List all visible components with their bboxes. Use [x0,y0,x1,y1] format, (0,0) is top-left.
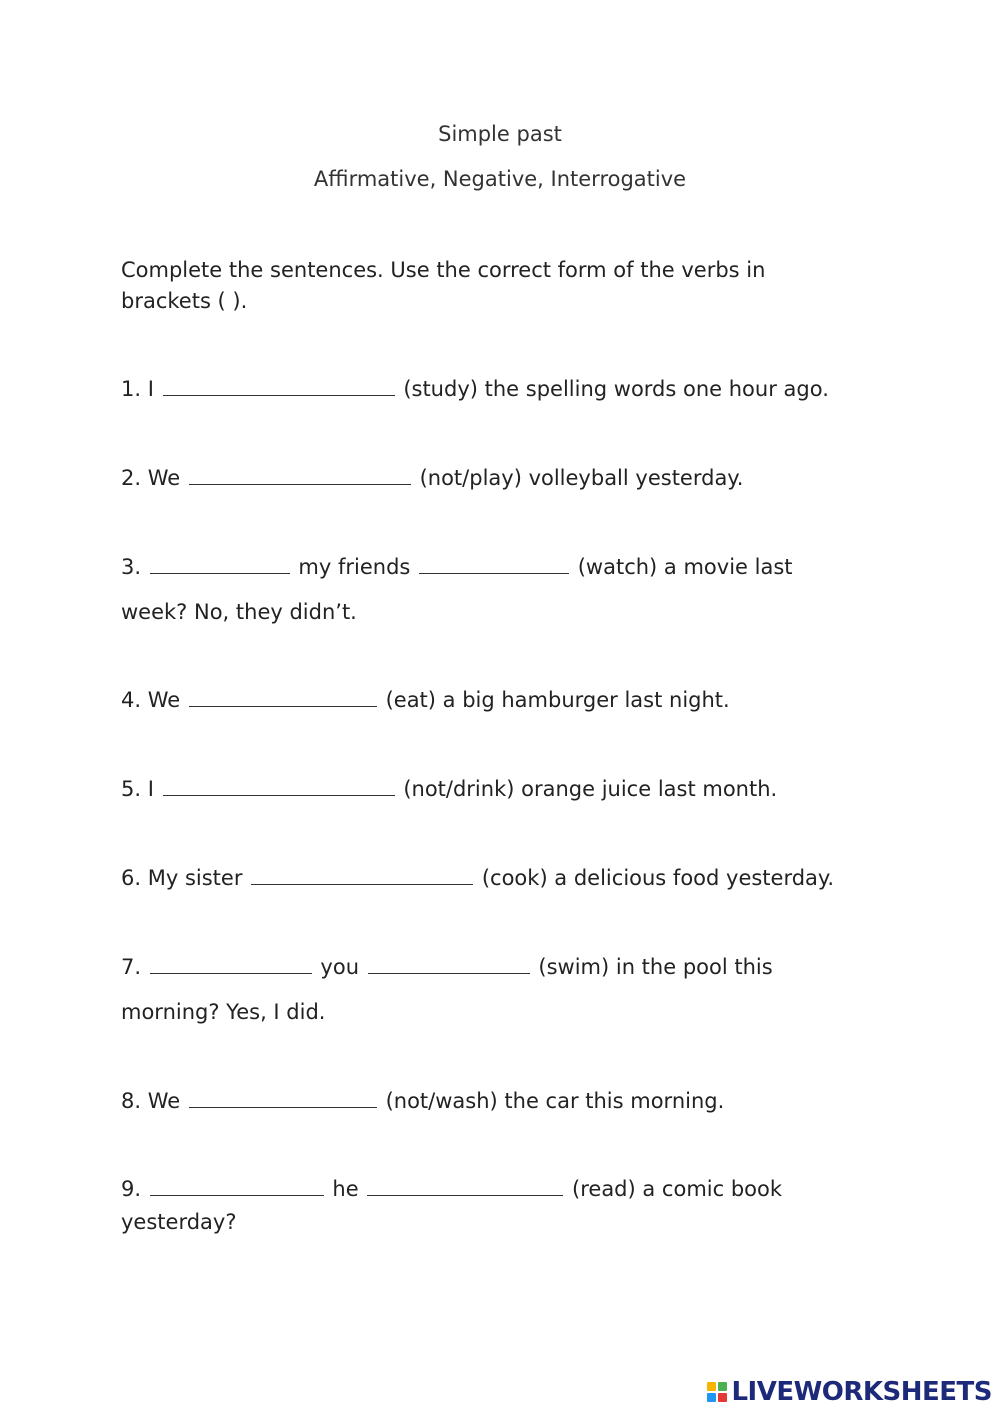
exercise-hint: (swim) in the pool this [538,955,773,979]
exercise-item-7 [121,955,881,1024]
exercise-item-4 [121,688,881,712]
exercise-number: 6. [121,866,142,890]
exercise-continuation: yesterday? [121,1210,237,1234]
logo-grid-icon [707,1382,727,1402]
exercise-subject: We [147,466,181,490]
answer-blank[interactable] [163,379,395,396]
exercise-subject: I [147,377,154,401]
exercise-item-5 [121,777,881,801]
logo-square [707,1382,716,1391]
answer-blank[interactable] [150,1179,324,1196]
exercise-subject: We [147,688,181,712]
exercise-item-6 [121,866,881,890]
answer-blank[interactable] [251,868,473,885]
exercise-subject: I [147,777,154,801]
exercise-hint: (eat) a big hamburger last night. [385,688,730,712]
liveworksheets-logo [707,1377,992,1407]
logo-square [718,1393,727,1402]
page-title: Simple past [438,122,562,146]
page-subtitle: Affirmative, Negative, Interrogative [313,167,687,191]
exercise-number: 8. [121,1089,142,1113]
exercise-hint: (read) a comic book [572,1177,783,1201]
exercise-continuation: week? No, they didn’t. [121,600,357,624]
exercise-item-9 [121,1177,881,1234]
instructions: Complete the sentences. Use the correct form of the verbs in brackets ( ). [121,258,766,313]
exercise-number: 3. [121,555,142,579]
exercise-hint: (study) the spelling words one hour ago. [403,377,829,401]
logo-square [718,1382,727,1391]
exercise-hint: (cook) a delicious food yesterday. [481,866,835,890]
exercise-subject: We [147,1089,181,1113]
exercise-subject: he [332,1177,359,1201]
answer-blank[interactable] [189,468,411,485]
exercise-item-1 [121,377,881,401]
exercise-subject: my friends [298,555,411,579]
logo-text: LIVEWORKSHEETS [731,1377,992,1407]
exercise-item-3 [121,555,881,624]
exercise-number: 1. [121,377,142,401]
exercise-hint: (not/play) volleyball yesterday. [419,466,744,490]
exercise-hint: (not/drink) orange juice last month. [403,777,778,801]
answer-blank[interactable] [419,557,569,574]
exercise-hint: (watch) a movie last [577,555,793,579]
answer-blank[interactable] [150,557,290,574]
answer-blank[interactable] [368,957,530,974]
exercise-number: 2. [121,466,142,490]
answer-blank[interactable] [189,690,377,707]
exercise-number: 4. [121,688,142,712]
answer-blank[interactable] [367,1179,563,1196]
answer-blank[interactable] [189,1091,377,1108]
answer-blank[interactable] [150,957,312,974]
exercise-continuation: morning? Yes, I did. [121,1000,326,1024]
exercise-number: 9. [121,1177,142,1201]
exercise-subject: you [320,955,360,979]
exercise-number: 7. [121,955,142,979]
exercise-subject: My sister [147,866,243,890]
exercise-item-2 [121,466,881,490]
exercise-hint: (not/wash) the car this morning. [385,1089,725,1113]
exercise-item-8 [121,1089,881,1113]
exercise-number: 5. [121,777,142,801]
logo-square [707,1393,716,1402]
answer-blank[interactable] [163,779,395,796]
